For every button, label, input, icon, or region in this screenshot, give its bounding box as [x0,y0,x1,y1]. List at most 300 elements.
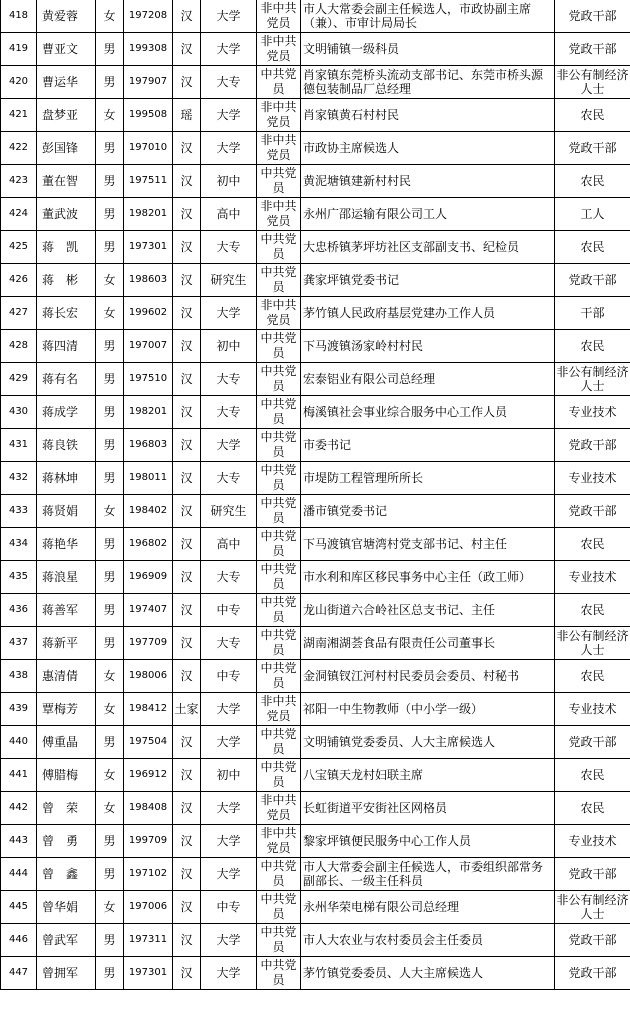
cell-party: 中共党员 [257,396,301,429]
cell-gender: 男 [96,429,124,462]
cell-party: 非中共党员 [257,198,301,231]
cell-category: 党政干部 [555,33,630,66]
cell-education: 中专 [201,594,257,627]
cell-ethnicity: 汉 [173,726,201,759]
cell-party: 中共党员 [257,462,301,495]
cell-number: 441 [1,759,37,792]
cell-category: 党政干部 [555,495,630,528]
cell-ethnicity: 汉 [173,792,201,825]
cell-position: 宏泰铝业有限公司总经理 [301,363,555,396]
cell-number: 419 [1,33,37,66]
cell-birth: 197102 [124,858,173,891]
cell-party: 中共党员 [257,264,301,297]
cell-name: 盘梦亚 [37,99,96,132]
cell-position: 永州华荣电梯有限公司总经理 [301,891,555,924]
cell-birth: 199709 [124,825,173,858]
table-row [1,66,630,99]
cell-birth: 198006 [124,660,173,693]
cell-gender: 男 [96,462,124,495]
cell-education: 大专 [201,363,257,396]
table-row [1,99,630,132]
cell-birth: 197006 [124,891,173,924]
cell-position: 大忠桥镇茅坪坊社区支部副支书、纪检员 [301,231,555,264]
cell-birth: 196912 [124,759,173,792]
cell-education: 初中 [201,165,257,198]
cell-name: 蒋成学 [37,396,96,429]
cell-birth: 198412 [124,693,173,726]
cell-name: 曾 荣 [37,792,96,825]
cell-ethnicity: 汉 [173,198,201,231]
cell-ethnicity: 汉 [173,396,201,429]
cell-gender: 男 [96,198,124,231]
table-row [1,957,630,990]
cell-ethnicity: 汉 [173,957,201,990]
cell-number: 432 [1,462,37,495]
cell-birth: 198011 [124,462,173,495]
cell-party: 非中共党员 [257,693,301,726]
cell-gender: 女 [96,297,124,330]
cell-number: 437 [1,627,37,660]
cell-number: 439 [1,693,37,726]
cell-category: 农民 [555,594,630,627]
cell-birth: 199602 [124,297,173,330]
cell-category: 农民 [555,792,630,825]
table-row [1,264,630,297]
cell-name: 蒋新平 [37,627,96,660]
cell-position: 潘市镇党委书记 [301,495,555,528]
table-row [1,0,630,33]
cell-birth: 197007 [124,330,173,363]
cell-gender: 男 [96,330,124,363]
cell-education: 大专 [201,561,257,594]
cell-category: 专业技术 [555,825,630,858]
cell-party: 中共党员 [257,66,301,99]
cell-name: 蒋长宏 [37,297,96,330]
cell-ethnicity: 汉 [173,0,201,33]
cell-ethnicity: 汉 [173,561,201,594]
cell-number: 425 [1,231,37,264]
cell-ethnicity: 土家 [173,693,201,726]
cell-gender: 女 [96,891,124,924]
cell-birth: 197504 [124,726,173,759]
table-row [1,165,630,198]
cell-gender: 女 [96,495,124,528]
cell-category: 工人 [555,198,630,231]
cell-position: 市政协主席候选人 [301,132,555,165]
cell-position: 肖家镇黄石村村民 [301,99,555,132]
cell-category: 党政干部 [555,264,630,297]
cell-education: 大学 [201,792,257,825]
cell-gender: 男 [96,396,124,429]
cell-party: 中共党员 [257,330,301,363]
cell-position: 茅竹镇人民政府基层党建办工作人员 [301,297,555,330]
table-row [1,726,630,759]
cell-name: 曾武军 [37,924,96,957]
cell-gender: 女 [96,264,124,297]
cell-ethnicity: 汉 [173,33,201,66]
cell-education: 中专 [201,660,257,693]
table-row [1,561,630,594]
cell-gender: 女 [96,660,124,693]
cell-gender: 男 [96,165,124,198]
table-row [1,660,630,693]
table-row [1,198,630,231]
cell-education: 大学 [201,429,257,462]
cell-party: 非中共党员 [257,132,301,165]
cell-birth: 196909 [124,561,173,594]
cell-position: 下马渡镇官塘湾村党支部书记、村主任 [301,528,555,561]
cell-name: 蒋有名 [37,363,96,396]
cell-ethnicity: 汉 [173,891,201,924]
cell-position: 八宝镇天龙村妇联主席 [301,759,555,792]
table-row [1,495,630,528]
cell-birth: 199508 [124,99,173,132]
cell-number: 447 [1,957,37,990]
cell-ethnicity: 汉 [173,231,201,264]
cell-ethnicity: 汉 [173,429,201,462]
cell-name: 曾拥军 [37,957,96,990]
cell-position: 市人大农业与农村委员会主任委员 [301,924,555,957]
table-row [1,924,630,957]
cell-category: 专业技术 [555,396,630,429]
cell-name: 覃梅芳 [37,693,96,726]
cell-position: 市堤防工程管理所所长 [301,462,555,495]
cell-position: 湖南湘湖荟食品有限责任公司董事长 [301,627,555,660]
table-row [1,792,630,825]
cell-birth: 197709 [124,627,173,660]
cell-number: 422 [1,132,37,165]
cell-ethnicity: 汉 [173,825,201,858]
cell-position: 祁阳一中生物教师（中小学一级） [301,693,555,726]
cell-position: 金洞镇钗江河村村民委员会委员、村秘书 [301,660,555,693]
cell-birth: 196802 [124,528,173,561]
cell-party: 中共党员 [257,726,301,759]
cell-number: 423 [1,165,37,198]
cell-education: 大专 [201,462,257,495]
cell-gender: 男 [96,957,124,990]
cell-number: 433 [1,495,37,528]
cell-education: 大专 [201,231,257,264]
cell-ethnicity: 汉 [173,132,201,165]
cell-name: 惠清倩 [37,660,96,693]
cell-category: 非公有制经济人士 [555,891,630,924]
cell-name: 蒋艳华 [37,528,96,561]
table-row [1,231,630,264]
cell-position: 市委书记 [301,429,555,462]
table-row [1,462,630,495]
cell-name: 董武波 [37,198,96,231]
cell-name: 董在智 [37,165,96,198]
cell-ethnicity: 汉 [173,528,201,561]
cell-position: 黄泥塘镇建新村村民 [301,165,555,198]
cell-party: 中共党员 [257,858,301,891]
cell-ethnicity: 汉 [173,594,201,627]
cell-number: 418 [1,0,37,33]
cell-education: 大专 [201,66,257,99]
cell-number: 438 [1,660,37,693]
cell-birth: 197311 [124,924,173,957]
table-row [1,594,630,627]
cell-name: 曹运华 [37,66,96,99]
cell-number: 442 [1,792,37,825]
cell-party: 非中共党员 [257,825,301,858]
cell-category: 党政干部 [555,132,630,165]
cell-education: 初中 [201,759,257,792]
cell-number: 435 [1,561,37,594]
cell-category: 农民 [555,660,630,693]
cell-education: 中专 [201,891,257,924]
cell-education: 高中 [201,528,257,561]
cell-category: 农民 [555,330,630,363]
cell-position: 下马渡镇汤家岭村村民 [301,330,555,363]
cell-party: 中共党员 [257,627,301,660]
cell-position: 市水利和库区移民事务中心主任（政工师） [301,561,555,594]
cell-party: 中共党员 [257,231,301,264]
cell-ethnicity: 汉 [173,462,201,495]
cell-ethnicity: 汉 [173,660,201,693]
cell-birth: 197301 [124,231,173,264]
cell-ethnicity: 汉 [173,330,201,363]
cell-ethnicity: 汉 [173,165,201,198]
cell-education: 大学 [201,924,257,957]
cell-education: 大学 [201,726,257,759]
cell-name: 曾华娟 [37,891,96,924]
cell-category: 农民 [555,528,630,561]
cell-gender: 女 [96,759,124,792]
table-row [1,330,630,363]
cell-education: 大学 [201,33,257,66]
cell-education: 研究生 [201,495,257,528]
cell-ethnicity: 汉 [173,924,201,957]
cell-party: 非中共党员 [257,297,301,330]
cell-name: 蒋四清 [37,330,96,363]
cell-position: 龚家坪镇党委书记 [301,264,555,297]
cell-number: 443 [1,825,37,858]
table-row [1,297,630,330]
cell-category: 农民 [555,165,630,198]
cell-birth: 197510 [124,363,173,396]
cell-ethnicity: 汉 [173,759,201,792]
cell-position: 龙山街道六合岭社区总支书记、主任 [301,594,555,627]
cell-party: 中共党员 [257,594,301,627]
cell-education: 大专 [201,627,257,660]
cell-number: 429 [1,363,37,396]
cell-gender: 男 [96,627,124,660]
cell-birth: 196803 [124,429,173,462]
cell-education: 研究生 [201,264,257,297]
cell-party: 非中共党员 [257,99,301,132]
cell-party: 中共党员 [257,561,301,594]
cell-gender: 男 [96,528,124,561]
cell-education: 初中 [201,330,257,363]
cell-number: 434 [1,528,37,561]
cell-education: 大学 [201,858,257,891]
cell-party: 中共党员 [257,165,301,198]
cell-name: 蒋 彬 [37,264,96,297]
cell-name: 蒋良铁 [37,429,96,462]
cell-education: 大学 [201,825,257,858]
cell-gender: 男 [96,66,124,99]
cell-party: 中共党员 [257,924,301,957]
cell-party: 中共党员 [257,660,301,693]
cell-number: 440 [1,726,37,759]
cell-category: 非公有制经济人士 [555,627,630,660]
cell-position: 长虹街道平安街社区网格员 [301,792,555,825]
cell-gender: 男 [96,858,124,891]
cell-party: 中共党员 [257,495,301,528]
cell-position: 梅溪镇社会事业综合服务中心工作人员 [301,396,555,429]
cell-birth: 197511 [124,165,173,198]
cell-category: 党政干部 [555,0,630,33]
cell-gender: 女 [96,0,124,33]
table-row [1,627,630,660]
cell-number: 445 [1,891,37,924]
cell-name: 傅腊梅 [37,759,96,792]
cell-party: 中共党员 [257,363,301,396]
cell-number: 427 [1,297,37,330]
cell-position: 文明铺镇一级科员 [301,33,555,66]
cell-party: 中共党员 [257,759,301,792]
cell-party: 非中共党员 [257,33,301,66]
cell-category: 农民 [555,231,630,264]
table-row [1,693,630,726]
cell-gender: 男 [96,726,124,759]
cell-gender: 女 [96,99,124,132]
cell-ethnicity: 汉 [173,66,201,99]
cell-birth: 197208 [124,0,173,33]
cell-position: 黎家坪镇便民服务中心工作人员 [301,825,555,858]
cell-party: 中共党员 [257,957,301,990]
cell-number: 426 [1,264,37,297]
cell-education: 大学 [201,957,257,990]
cell-position: 市人大常委会副主任候选人，市政协副主席（兼）、市审计局局长 [301,0,555,33]
cell-party: 非中共党员 [257,0,301,33]
cell-education: 大学 [201,297,257,330]
cell-gender: 男 [96,924,124,957]
cell-name: 蒋林坤 [37,462,96,495]
cell-name: 曾 鑫 [37,858,96,891]
cell-name: 蒋浪星 [37,561,96,594]
cell-education: 高中 [201,198,257,231]
cell-category: 党政干部 [555,957,630,990]
cell-category: 党政干部 [555,924,630,957]
cell-ethnicity: 汉 [173,627,201,660]
cell-category: 专业技术 [555,561,630,594]
cell-position: 文明铺镇党委委员、人大主席候选人 [301,726,555,759]
cell-category: 非公有制经济人士 [555,66,630,99]
cell-number: 431 [1,429,37,462]
cell-birth: 199308 [124,33,173,66]
cell-position: 永州广邵运输有限公司工人 [301,198,555,231]
cell-number: 420 [1,66,37,99]
table-row [1,759,630,792]
table-row [1,825,630,858]
cell-gender: 女 [96,792,124,825]
cell-category: 专业技术 [555,462,630,495]
cell-birth: 198603 [124,264,173,297]
cell-category: 非公有制经济人士 [555,363,630,396]
cell-category: 农民 [555,99,630,132]
cell-position: 市人大常委会副主任候选人，市委组织部常务副部长、一级主任科员 [301,858,555,891]
cell-birth: 198201 [124,396,173,429]
cell-name: 曹亚文 [37,33,96,66]
cell-gender: 男 [96,132,124,165]
cell-education: 大学 [201,0,257,33]
cell-position: 肖家镇东莞桥头流动支部书记、东莞市桥头源德包装制品厂总经理 [301,66,555,99]
cell-number: 428 [1,330,37,363]
cell-ethnicity: 汉 [173,858,201,891]
cell-position: 茅竹镇党委委员、人大主席候选人 [301,957,555,990]
cell-birth: 198201 [124,198,173,231]
cell-category: 党政干部 [555,429,630,462]
cell-name: 彭国锋 [37,132,96,165]
cell-category: 党政干部 [555,726,630,759]
cell-gender: 男 [96,33,124,66]
table-row [1,396,630,429]
cell-name: 曾 勇 [37,825,96,858]
cell-birth: 197301 [124,957,173,990]
cell-ethnicity: 瑶 [173,99,201,132]
cell-party: 中共党员 [257,429,301,462]
cell-gender: 男 [96,561,124,594]
cell-education: 大学 [201,693,257,726]
cell-number: 446 [1,924,37,957]
cell-name: 蒋 凯 [37,231,96,264]
cell-gender: 男 [96,231,124,264]
cell-birth: 198408 [124,792,173,825]
cell-party: 中共党员 [257,528,301,561]
cell-name: 蒋善军 [37,594,96,627]
cell-gender: 男 [96,363,124,396]
cell-number: 424 [1,198,37,231]
cell-education: 大学 [201,99,257,132]
cell-number: 444 [1,858,37,891]
cell-category: 干部 [555,297,630,330]
cell-gender: 女 [96,693,124,726]
table-row [1,33,630,66]
cell-party: 中共党员 [257,891,301,924]
cell-name: 蒋贤娟 [37,495,96,528]
cell-gender: 男 [96,825,124,858]
cell-birth: 197907 [124,66,173,99]
cell-education: 大学 [201,132,257,165]
cell-number: 436 [1,594,37,627]
cell-birth: 197407 [124,594,173,627]
table-row [1,429,630,462]
cell-number: 430 [1,396,37,429]
table-row [1,363,630,396]
cell-party: 非中共党员 [257,792,301,825]
cell-name: 傅重晶 [37,726,96,759]
cell-category: 专业技术 [555,693,630,726]
table-row [1,132,630,165]
cell-ethnicity: 汉 [173,297,201,330]
cell-ethnicity: 汉 [173,363,201,396]
cell-ethnicity: 汉 [173,495,201,528]
cell-birth: 197010 [124,132,173,165]
cell-education: 大专 [201,396,257,429]
cell-birth: 198402 [124,495,173,528]
table-row [1,891,630,924]
cell-category: 党政干部 [555,858,630,891]
table-row [1,528,630,561]
cell-category: 农民 [555,759,630,792]
cell-number: 421 [1,99,37,132]
cell-ethnicity: 汉 [173,264,201,297]
cell-name: 黄爱蓉 [37,0,96,33]
cell-gender: 男 [96,594,124,627]
table-row [1,858,630,891]
